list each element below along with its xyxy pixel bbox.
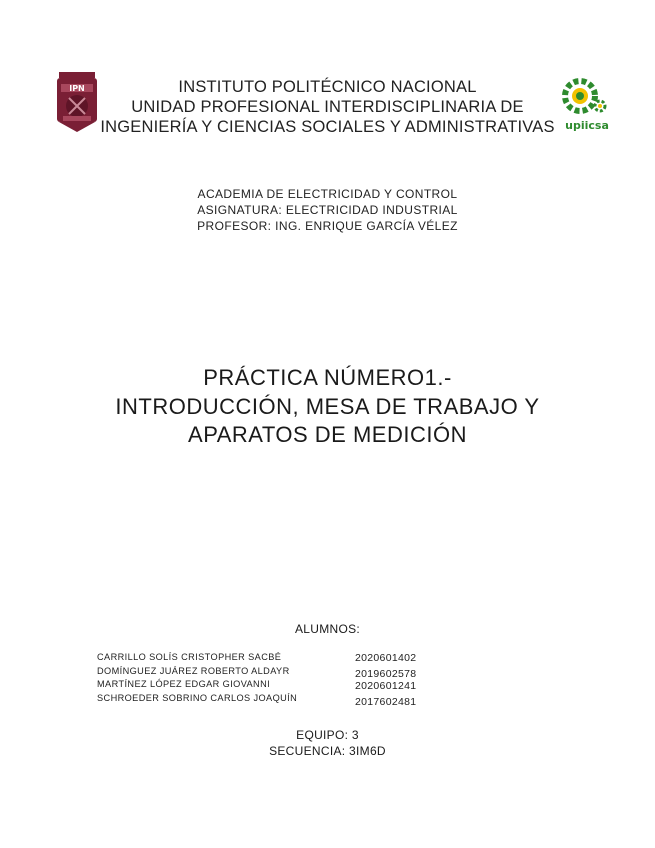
institution-line: UNIDAD PROFESIONAL INTERDISCIPLINARIA DE (131, 98, 524, 116)
practice-title (60, 364, 595, 450)
student-row (97, 652, 447, 666)
student-id: 2017602481 (355, 695, 417, 708)
student-row (97, 679, 447, 693)
student-row (97, 666, 447, 680)
ipn-logo (55, 72, 99, 134)
asignatura-text: ASIGNATURA: ELECTRICIDAD INDUSTRIAL (197, 203, 458, 217)
institution-header (100, 77, 555, 137)
svg-text:IPN: IPN (69, 84, 85, 93)
course-info (120, 186, 535, 234)
academia-text: ACADEMIA DE ELECTRICIDAD Y CONTROL (197, 187, 458, 201)
student-name: SCHROEDER SOBRINO CARLOS JOAQUÍN (97, 692, 298, 703)
upiicsa-logo (560, 72, 614, 134)
secuencia-text: SECUENCIA: 3IM6D (269, 744, 386, 758)
upiicsa-logo-text: upiicsa (565, 119, 609, 132)
title-line: INTRODUCCIÓN, MESA DE TRABAJO Y (115, 393, 540, 419)
institution-line: INGENIERÍA Y CIENCIAS SOCIALES Y ADMINISTRATIVAS (100, 118, 555, 136)
student-id: 2019602578 (355, 667, 417, 680)
student-name: CARRILLO SOLÍS CRISTOPHER SACBÉ (97, 652, 282, 662)
title-line: PRÁCTICA NÚMERO1.- (203, 365, 452, 390)
equipo-text: EQUIPO: 3 (296, 728, 359, 742)
students-label: ALUMNOS: (294, 622, 361, 636)
title-line: APARATOS DE MEDICIÓN (188, 422, 467, 447)
profesor-text: PROFESOR: ING. ENRIQUE GARCÍA VÉLEZ (197, 219, 458, 233)
students-list (97, 652, 447, 706)
student-name: MARTÍNEZ LÓPEZ EDGAR GIOVANNI (97, 679, 271, 689)
student-id: 2020601402 (355, 652, 417, 664)
student-row (97, 693, 447, 707)
institution-line: INSTITUTO POLITÉCNICO NACIONAL (178, 78, 477, 96)
team-info (200, 727, 455, 759)
student-id: 2020601241 (355, 680, 417, 692)
student-name: DOMÍNGUEZ JUÁREZ ROBERTO ALDAYR (97, 665, 290, 676)
